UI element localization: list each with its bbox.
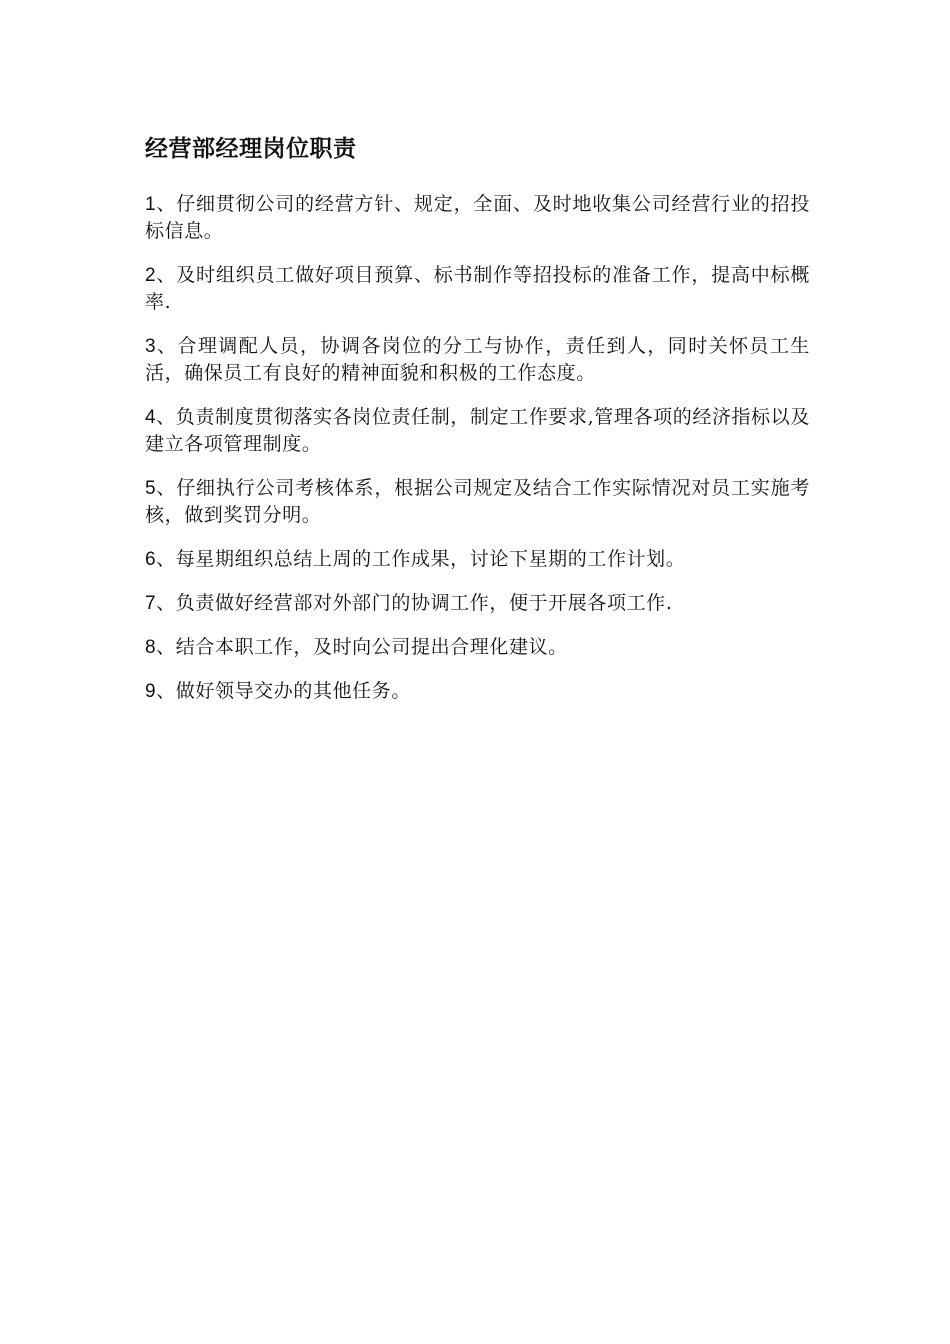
duty-number: 8 — [145, 637, 157, 658]
duty-text: 、及时组织员工做好项目预算、标书制作等招投标的准备工作，提高中标概率. — [145, 264, 810, 313]
duty-text: 、每星期组织总结上周的工作成果，讨论下星期的工作计划。 — [156, 548, 686, 570]
duty-number: 4 — [145, 407, 157, 428]
duty-item-4 — [145, 404, 810, 458]
duty-number: 5 — [145, 478, 157, 499]
duty-number: 3 — [145, 336, 157, 357]
document-title: 经营部经理岗位职责 — [145, 136, 357, 162]
duty-item-7 — [145, 590, 810, 617]
duty-number: 9 — [145, 681, 157, 702]
duty-item-9 — [145, 678, 810, 705]
duty-item-2 — [145, 262, 810, 316]
duty-item-1 — [145, 191, 810, 245]
duty-text: 、仔细贯彻公司的经营方针、规定，全面、及时地收集公司经营行业的招投标信息。 — [145, 193, 810, 242]
duty-number: 2 — [145, 265, 157, 286]
duty-item-6 — [145, 546, 810, 573]
duty-text: 、仔细执行公司考核体系，根据公司规定及结合工作实际情况对员工实施考核，做到奖罚分明。 — [145, 477, 810, 526]
duty-item-5 — [145, 475, 810, 529]
duty-text: 、负责制度贯彻落实各岗位责任制，制定工作要求,管理各项的经济指标以及建立各项管理制度。 — [145, 406, 810, 455]
document-body — [145, 133, 810, 722]
duty-text: 、结合本职工作，及时向公司提出合理化建议。 — [156, 636, 568, 658]
duty-text: 、合理调配人员，协调各岗位的分工与协作，责任到人，同时关怀员工生活，确保员工有良好的精神面貌和积极的工作态度。 — [145, 335, 810, 384]
duty-number: 1 — [145, 194, 157, 215]
duty-item-8 — [145, 634, 810, 661]
duty-number: 6 — [145, 549, 157, 570]
duty-number: 7 — [145, 593, 157, 614]
duty-text: 、做好领导交办的其他任务。 — [156, 680, 411, 702]
duty-item-3 — [145, 333, 810, 387]
duty-text: 、负责做好经营部对外部门的协调工作，便于开展各项工作. — [156, 592, 673, 614]
